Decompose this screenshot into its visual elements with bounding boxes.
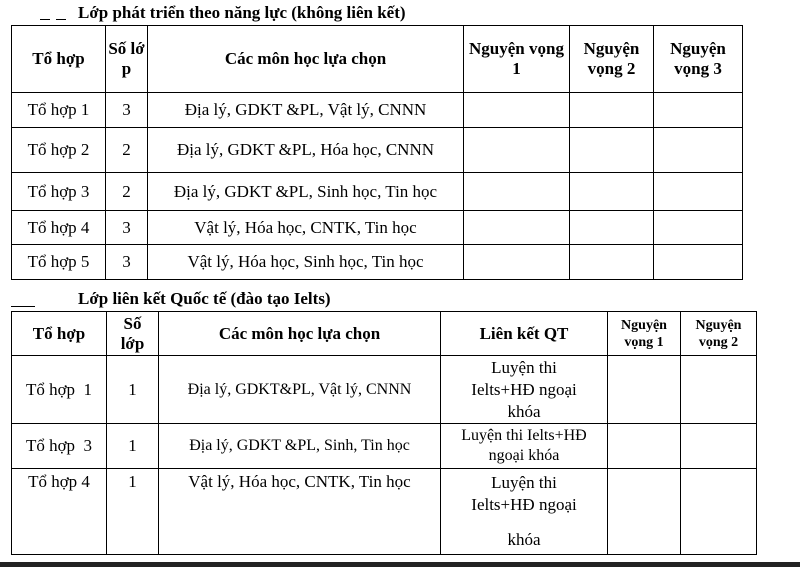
cell-mon-hoc: Địa lý, GDKT &PL, Hóa học, CNNN <box>148 128 464 173</box>
table-row <box>12 356 757 424</box>
col-header-nguyen-vong-1: Nguyện vọng 1 <box>464 26 570 93</box>
cell-mon-hoc: Địa lý, GDKT &PL, Sinh, Tin học <box>159 424 441 469</box>
cell-nguyen-vong-1[interactable] <box>464 245 570 280</box>
cell-mon-hoc <box>159 527 441 555</box>
col-header-lien-ket: Liên kết QT <box>441 312 608 356</box>
cell-mon-hoc: Vật lý, Hóa học, CNTK, Tin học <box>159 469 441 527</box>
cell-nguyen-vong-2[interactable] <box>570 93 654 128</box>
table-row <box>12 173 743 211</box>
underline-mark <box>11 306 35 307</box>
cell-nguyen-vong-3[interactable] <box>654 173 743 211</box>
cell-so-lop: 3 <box>106 93 148 128</box>
col-header-nguyen-vong-2: Nguyện vọng 2 <box>681 312 757 356</box>
cell-nguyen-vong-3[interactable] <box>654 211 743 245</box>
cell-mon-hoc: Địa lý, GDKT&PL, Vật lý, CNNN <box>159 356 441 424</box>
cell-nguyen-vong-1[interactable] <box>464 128 570 173</box>
cell-to-hop: Tổ hợp 2 <box>12 128 106 173</box>
cell-nguyen-vong-2[interactable] <box>681 424 757 469</box>
cell-nguyen-vong-3[interactable] <box>654 128 743 173</box>
combination-table-2 <box>11 311 757 555</box>
cell-lien-ket: Luyện thi Ielts+HĐ ngoại khóa <box>441 356 608 424</box>
cell-to-hop: Tổ hợp 3 <box>12 173 106 211</box>
col-header-nguyen-vong-1: Nguyện vọng 1 <box>608 312 681 356</box>
cell-nguyen-vong-1[interactable] <box>464 93 570 128</box>
underline-mark <box>40 19 50 20</box>
cell-nguyen-vong-2[interactable] <box>570 173 654 211</box>
cell-nguyen-vong-2[interactable] <box>681 356 757 424</box>
table-row <box>12 469 757 527</box>
table-row <box>12 128 743 173</box>
cell-so-lop: 1 <box>107 469 159 527</box>
cell-mon-hoc: Địa lý, GDKT &PL, Vật lý, CNNN <box>148 93 464 128</box>
combination-table-1 <box>11 25 743 280</box>
col-header-to-hop: Tổ hợp <box>12 312 107 356</box>
cell-nguyen-vong-2[interactable] <box>681 527 757 555</box>
col-header-nguyen-vong-2: Nguyện vọng 2 <box>570 26 654 93</box>
cell-to-hop: Tổ hợp 5 <box>12 245 106 280</box>
cell-nguyen-vong-1[interactable] <box>608 527 681 555</box>
table-header-row <box>12 312 757 356</box>
cell-nguyen-vong-2[interactable] <box>570 245 654 280</box>
section-1-title: Lớp phát triển theo năng lực (không liên kết) <box>78 3 406 22</box>
col-header-nguyen-vong-3: Nguyện vọng 3 <box>654 26 743 93</box>
table-row <box>12 245 743 280</box>
cell-nguyen-vong-2[interactable] <box>570 211 654 245</box>
cell-lien-ket: Luyện thi Ielts+HĐ ngoại khóa <box>441 424 608 469</box>
cell-to-hop: Tổ hợp 1 <box>12 356 107 424</box>
cell-so-lop: 3 <box>106 245 148 280</box>
cell-nguyen-vong-1[interactable] <box>608 424 681 469</box>
cell-to-hop: Tổ hợp 4 <box>12 211 106 245</box>
cell-mon-hoc: Vật lý, Hóa học, CNTK, Tin học <box>148 211 464 245</box>
cell-nguyen-vong-3[interactable] <box>654 93 743 128</box>
col-header-to-hop: Tổ hợp <box>12 26 106 93</box>
cell-so-lop <box>107 527 159 555</box>
table-row <box>12 424 757 469</box>
cell-nguyen-vong-2[interactable] <box>570 128 654 173</box>
cell-mon-hoc: Địa lý, GDKT &PL, Sinh học, Tin học <box>148 173 464 211</box>
cell-lien-ket: Luyện thi Ielts+HĐ ngoại <box>441 469 608 527</box>
page-bottom-border <box>0 562 800 567</box>
cell-nguyen-vong-1[interactable] <box>608 356 681 424</box>
cell-nguyen-vong-1[interactable] <box>608 469 681 527</box>
cell-nguyen-vong-1[interactable] <box>464 173 570 211</box>
cell-so-lop: 3 <box>106 211 148 245</box>
col-header-mon-hoc: Các môn học lựa chọn <box>148 26 464 93</box>
cell-to-hop: Tổ hợp 1 <box>12 93 106 128</box>
table-row-continued <box>12 527 757 555</box>
underline-mark <box>56 19 66 20</box>
cell-to-hop: Tổ hợp 4 <box>12 469 107 527</box>
cell-nguyen-vong-2[interactable] <box>681 469 757 527</box>
col-header-mon-hoc: Các môn học lựa chọn <box>159 312 441 356</box>
cell-nguyen-vong-1[interactable] <box>464 211 570 245</box>
cell-so-lop: 2 <box>106 173 148 211</box>
cell-to-hop <box>12 527 107 555</box>
cell-nguyen-vong-3[interactable] <box>654 245 743 280</box>
table-row <box>12 93 743 128</box>
cell-so-lop: 1 <box>107 424 159 469</box>
section-2-title: Lớp liên kết Quốc tế (đào tạo Ielts) <box>78 289 331 308</box>
cell-mon-hoc: Vật lý, Hóa học, Sinh học, Tin học <box>148 245 464 280</box>
cell-so-lop: 2 <box>106 128 148 173</box>
cell-to-hop: Tổ hợp 3 <box>12 424 107 469</box>
cell-so-lop: 1 <box>107 356 159 424</box>
col-header-so-lop: Số lớp <box>106 26 148 93</box>
cell-lien-ket-continued: khóa <box>441 527 608 555</box>
table-row <box>12 211 743 245</box>
col-header-so-lop: Số lớp <box>107 312 159 356</box>
table-header-row <box>12 26 743 93</box>
